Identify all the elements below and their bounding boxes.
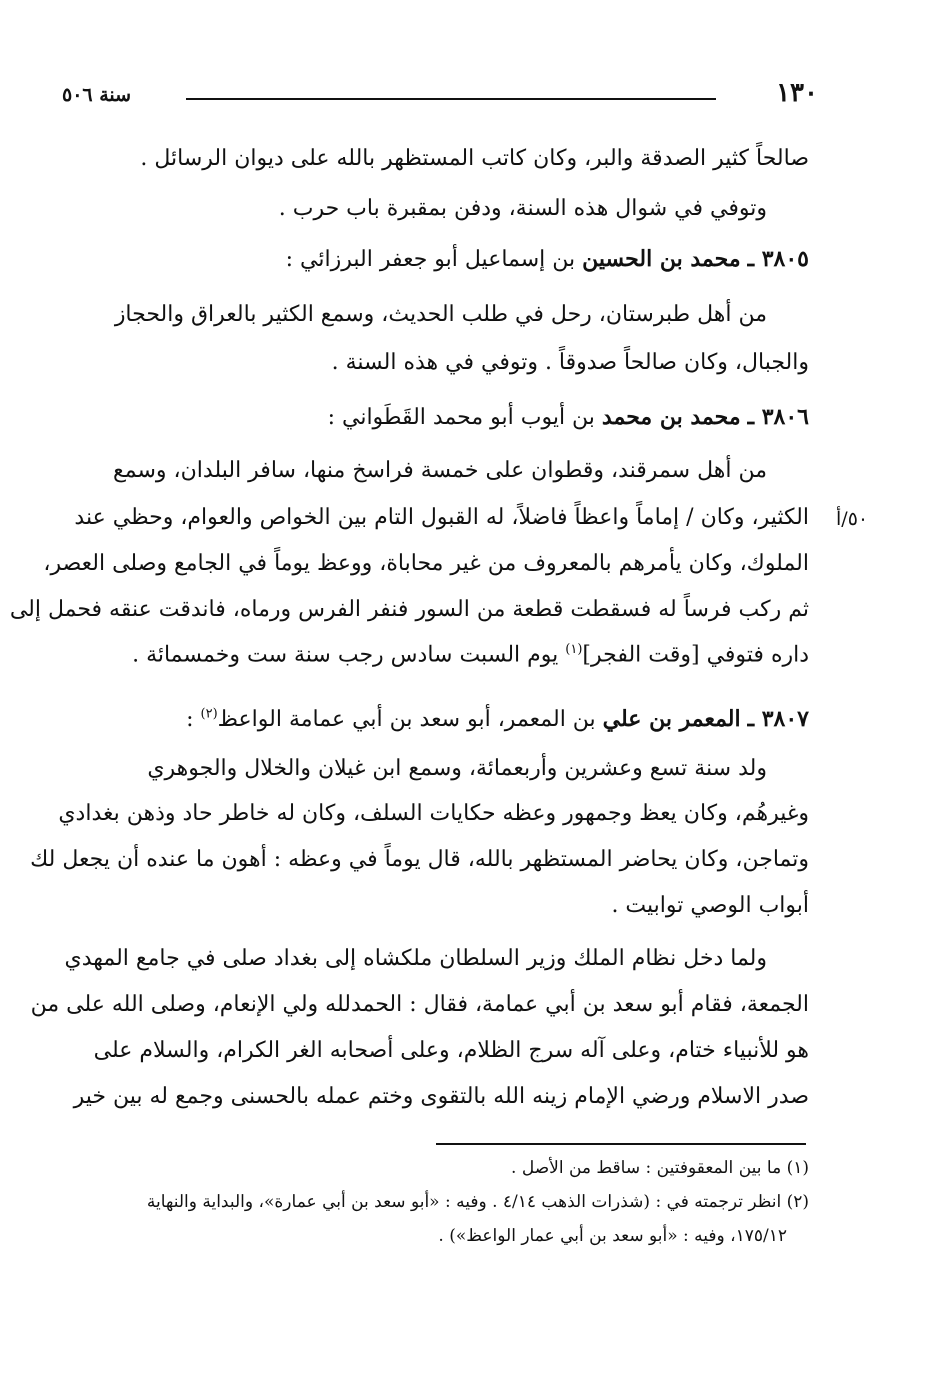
text-line: صدر الاسلام ورضي الإمام زينه الله بالتقوى وختم عمله بالحسنى وجمع له بين خير: [73, 1084, 809, 1109]
entry-heading-3807: [186, 706, 809, 732]
entry-heading-3805: [286, 246, 809, 272]
entry-name: المعمر بن علي: [602, 706, 741, 732]
entry-heading-rest: بن المعمر، أبو سعد بن أبي عمامة الواعظ: [217, 707, 603, 732]
entry-heading-rest: بن إسماعيل أبو جعفر البرزائي :: [285, 247, 583, 272]
text-line: وتوفي في شوال هذه السنة، ودفن بمقبرة باب حرب .: [278, 196, 767, 221]
footnote-marker: (٢): [200, 706, 218, 722]
text-line: ولد سنة تسع وعشرين وأربعمائة، وسمع ابن غيلان والخلال والجوهري: [147, 756, 767, 781]
header-year: سنة ٥٠٦: [62, 84, 132, 106]
entry-name: محمد بن الحسين: [582, 246, 741, 272]
text-line: [132, 642, 809, 667]
header-rule: [186, 98, 716, 100]
text-line: أبواب الوصي توابيت .: [611, 893, 809, 918]
page-number: ١٣٠: [776, 78, 818, 108]
text-line: صالحاً كثير الصدقة والبر، وكان كاتب المستظهر بالله على ديوان الرسائل .: [140, 146, 809, 171]
entry-heading-end: :: [186, 707, 201, 732]
text-line: والجبال، وكان صالحاً صدوقاً . وتوفي في هذه السنة .: [331, 350, 809, 375]
entry-number: ٣٨٠٦ ـ: [747, 404, 809, 430]
footnote-rule: [436, 1143, 806, 1145]
footnote: (٢) انظر ترجمته في : (شذرات الذهب ٤/١٤ . وفيه : «أبو سعد بن أبي عمارة»، والبداية والنهاية: [146, 1192, 809, 1212]
text-line: من أهل طبرستان، رحل في طلب الحديث، وسمع الكثير بالعراق والحجاز: [114, 302, 767, 327]
text-line: هو للأنبياء ختام، وعلى آله سرج الظلام، وعلى أصحابه الغر الكرام، والسلام على: [93, 1038, 809, 1063]
text-line: ثم ركب فرساً له فسقطت قطعة من السور فنفر الفرس ورماه، فاندقت عنقه فحمل إلى: [9, 597, 809, 622]
entry-name: محمد بن محمد: [601, 404, 741, 430]
text-line: وغيرهُم، وكان يعظ وجمهور وعظه حكايات السلف، وكان له خاطر حاد وذهن بغدادي: [58, 801, 809, 826]
entry-heading-rest: بن أيوب أبو محمد القَطَواني :: [327, 405, 602, 430]
text-line: الجمعة، فقام أبو سعد بن أبي عمامة، فقال : الحمدلله ولي الإنعام، وصلى الله على من: [30, 992, 809, 1017]
text-line: ولما دخل نظام الملك وزير السلطان ملكشاه إلى بغداد صلى في جامع المهدي: [64, 946, 767, 971]
entry-number: ٣٨٠٥ ـ: [747, 246, 809, 272]
text-line: الملوك، وكان يأمرهم بالمعروف من غير محاباة، ووعظ يوماً في الجامع وصلى العصر،: [43, 551, 809, 576]
entry-heading-3806: [328, 404, 809, 430]
footnote-marker: (١): [565, 642, 583, 657]
text-line: وتماجن، وكان يحاضر المستظهر بالله، قال يوماً في وعظه : أهون ما عنده أن يجعل لك: [30, 847, 809, 872]
text-line: من أهل سمرقند، وقطوان على خمسة فراسخ منها، سافر البلدان، وسمع: [113, 458, 767, 483]
footnote: (١) ما بين المعقوفتين : ساقط من الأصل .: [511, 1158, 809, 1178]
text-fragment: يوم السبت سادس رجب سنة ست وخمسمائة .: [132, 642, 566, 668]
footnote: ١٧٥/١٢، وفيه : «أبو سعد بن أبي عمار الواعظ») .: [438, 1226, 787, 1246]
text-line: الكثير، وكان / إماماً واعظاً فاضلاً، له القبول التام بين الخواص والعوام، وحظي عند: [74, 505, 809, 530]
manuscript-folio-ref: ٥٠/أ: [836, 508, 869, 530]
entry-number: ٣٨٠٧ ـ: [747, 706, 809, 732]
running-header: [62, 78, 818, 118]
text-fragment: داره فتوفي [وقت الفجر]: [582, 642, 809, 668]
